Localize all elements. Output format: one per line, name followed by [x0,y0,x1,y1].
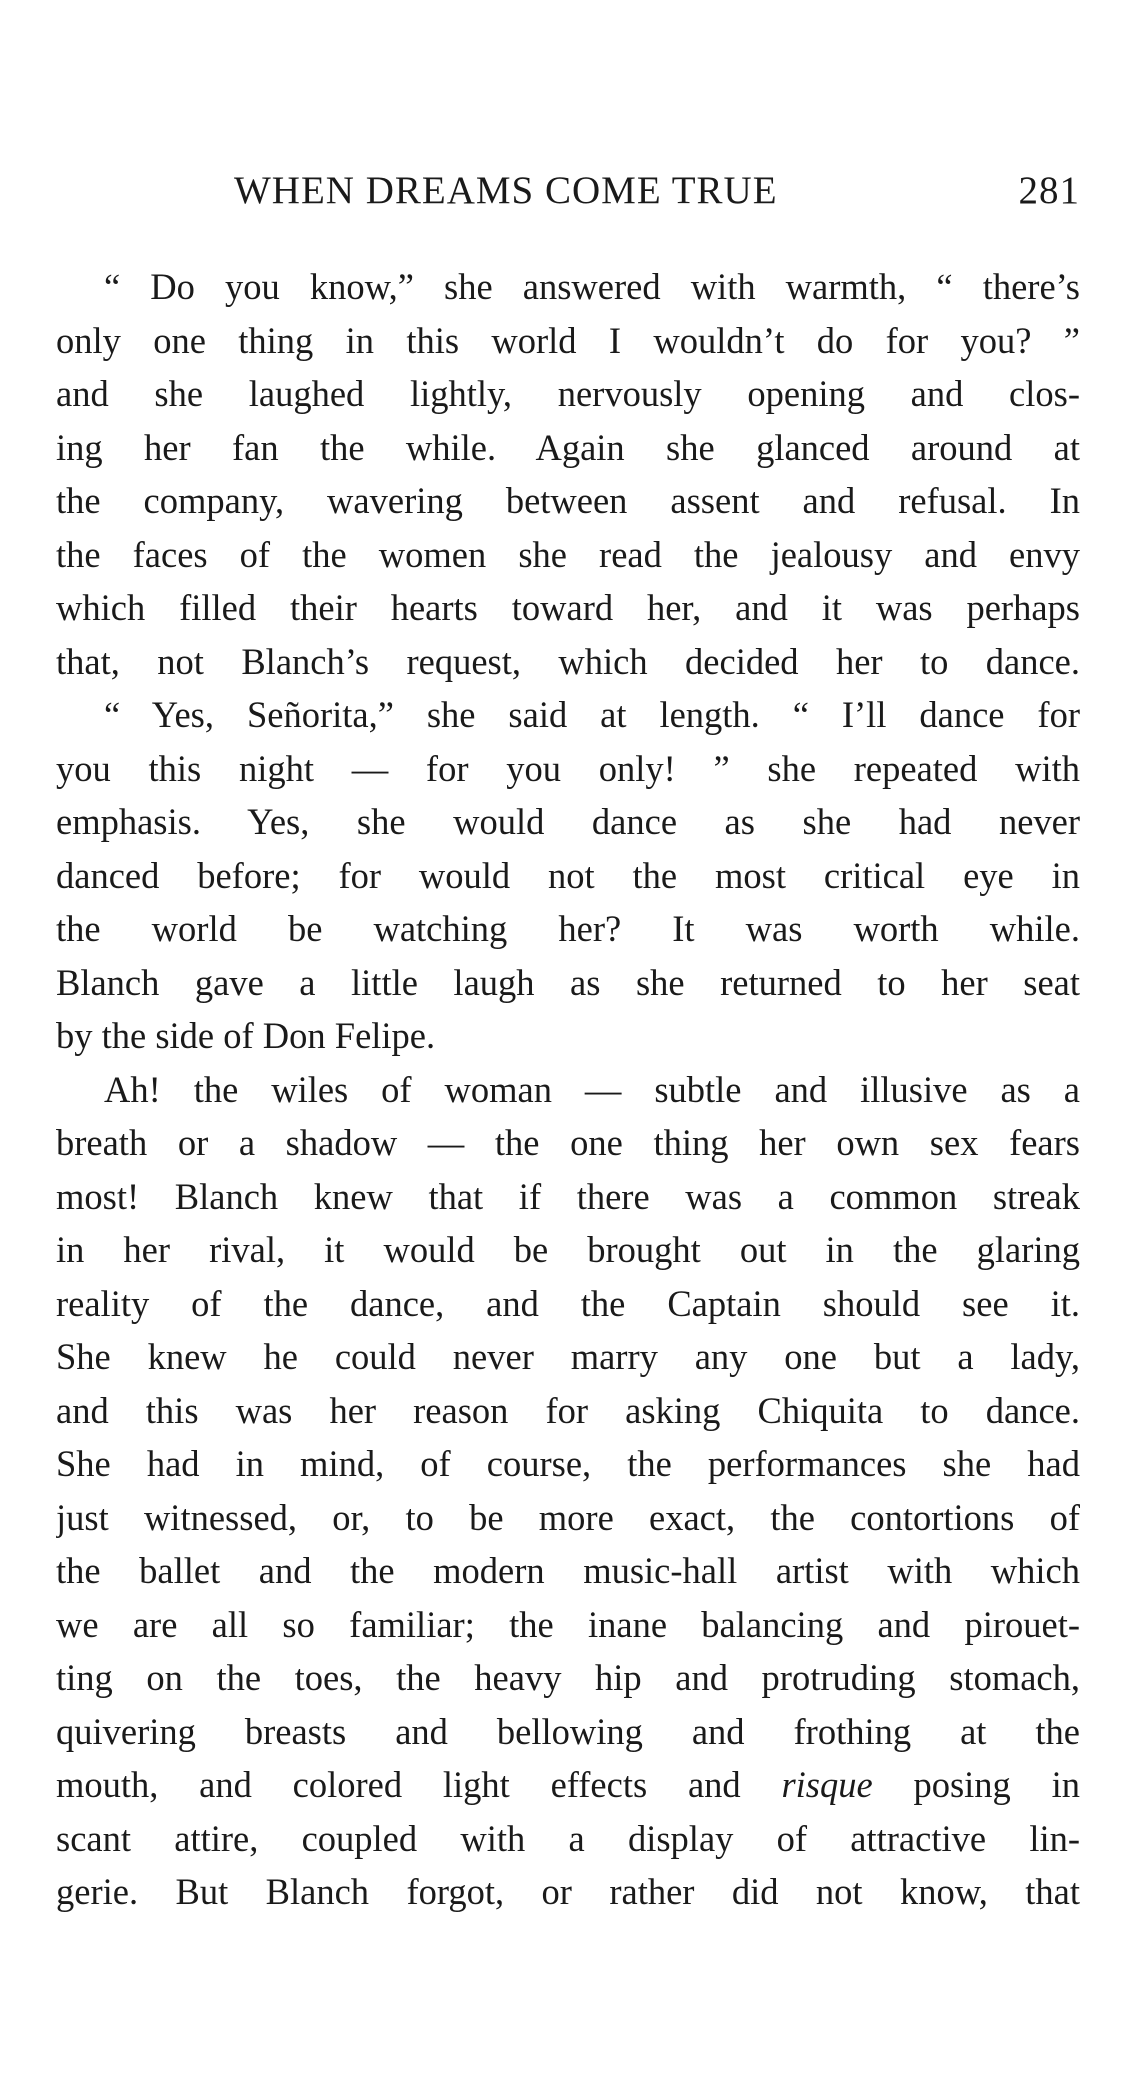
text-line: and she laughed lightly, nervously opening and clos- [56,373,1080,414]
text-line: just witnessed, or, to be more exact, the contortions of [56,1496,1080,1538]
running-title: WHEN DREAMS COME TRUE [234,169,778,212]
text-line: the world be watching her? It was worth while. [56,908,1080,949]
text-line: reality of the dance, and the Captain should see it. [56,1282,1080,1324]
text-line: most! Blanch knew that if there was a common streak [56,1175,1080,1217]
italic-word: risque [781,1764,873,1805]
text-line: and this was her reason for asking Chiquita to dance. [56,1389,1080,1431]
page-number: 281 [1018,169,1080,212]
text-line: that, not Blanch’s request, which decided her to dance. [56,640,1080,682]
text-line: the faces of the women she read the jealousy and envy [56,533,1080,575]
text-line: “ Do you know,” she answered with warmth, “ there’s [104,266,1080,307]
text-line: scant attire, coupled with a display of attractive lin- [56,1817,1080,1859]
text-line [56,1758,1080,1812]
text-line: Blanch gave a little laugh as she returned to her seat [56,961,1080,1003]
text-line: by the side of Don Felipe. [56,1015,436,1056]
text-line: “ Yes, Señorita,” she said at length. “ I’ll dance for [104,694,1080,735]
text-line: emphasis. Yes, she would dance as she had never [56,801,1080,842]
text-line: gerie. But Blanch forgot, or rather did not know, that [56,1871,1080,1912]
text-line: the company, wavering between assent and refusal. In [56,480,1080,521]
text-line: breath or a shadow — the one thing her own sex fears [56,1122,1080,1163]
text-line: we are all so familiar; the inane balancing and pirouet- [56,1603,1080,1645]
text-segment: posing in [872,1764,1080,1805]
text-line: in her rival, it would be brought out in the glaring [56,1229,1080,1270]
body-text [56,260,1080,1919]
text-line: the ballet and the modern music-hall artist with which [56,1550,1080,1591]
text-line: quivering breasts and bellowing and frothing at the [56,1710,1080,1752]
text-line: Ah! the wiles of woman — subtle and illusive as a [104,1068,1080,1110]
text-line: you this night — for you only! ” she repeated with [56,747,1080,789]
text-line: which filled their hearts toward her, and it was perhaps [56,587,1080,628]
running-head [56,168,1080,218]
text-segment: mouth, and colored light effects and [56,1764,782,1805]
text-line: ing her fan the while. Again she glanced around at [56,426,1080,468]
text-line: ting on the toes, the heavy hip and protruding stomach, [56,1657,1080,1698]
text-line: danced before; for would not the most critical eye in [56,854,1080,896]
text-line: She knew he could never marry any one but a lady, [56,1336,1080,1377]
text-line: She had in mind, of course, the performances she had [56,1443,1080,1484]
text-line: only one thing in this world I wouldn’t do for you? ” [56,319,1080,361]
